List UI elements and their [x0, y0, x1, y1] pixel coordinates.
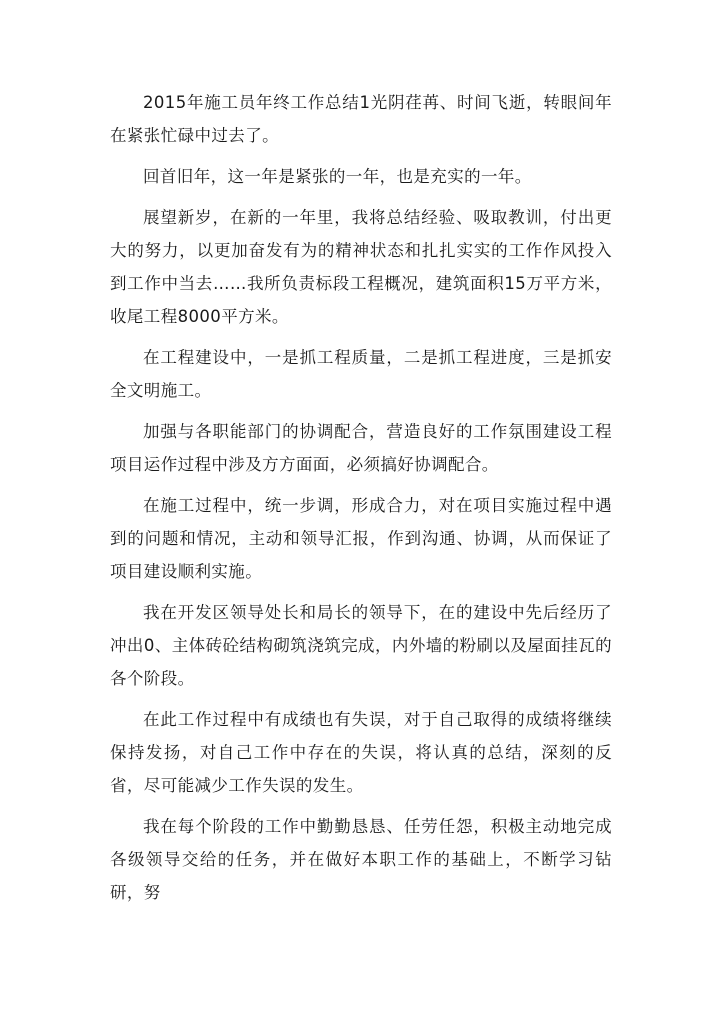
paragraph-7: 我在开发区领导处长和局长的领导下，在的建设中先后经历了冲出0、主体砖砼结构砌筑浇筑完成，内外墙的粉刷以及屋面挂瓦的各个阶段。 [110, 603, 612, 688]
paragraph-6: 在施工过程中，统一步调，形成合力，对在项目实施过程中遇到的问题和情况，主动和领导汇报，作到沟通、协调，从而保证了项目建设顺利实施。 [110, 496, 612, 581]
document-body [110, 86, 612, 917]
paragraph-3: 展望新岁，在新的一年里，我将总结经验、吸取教训，付出更大的努力，以更加奋发有为的精神状态和扎扎实实的工作作风投入到工作中当去……我所负责标段工程概况，建筑面积15万平方米，收尾工程8000平方米。 [110, 208, 612, 326]
paragraph-8: 在此工作过程中有成绩也有失误，对于自己取得的成绩将继续保持发扬，对自己工作中存在的失误，将认真的总结，深刻的反省，尽可能减少工作失误的发生。 [110, 710, 612, 795]
paragraph-2: 回首旧年，这一年是紧张的一年，也是充实的一年。 [143, 167, 532, 186]
paragraph-9: 我在每个阶段的工作中勤勤恳恳、任劳任怨，积极主动地完成各级领导交给的任务，并在做好本职工作的基础上，不断学习钻研，努 [110, 817, 612, 902]
paragraph-4: 在工程建设中，一是抓工程质量，二是抓工程进度，三是抓安全文明施工。 [110, 348, 612, 400]
paragraph-1: 2015年施工员年终工作总结1光阴荏苒、时间飞逝，转眼间年在紧张忙碌中过去了。 [110, 93, 612, 145]
paragraph-5: 加强与各职能部门的协调配合，营造良好的工作氛围建设工程项目运作过程中涉及方方面面，必须搞好协调配合。 [110, 422, 612, 474]
